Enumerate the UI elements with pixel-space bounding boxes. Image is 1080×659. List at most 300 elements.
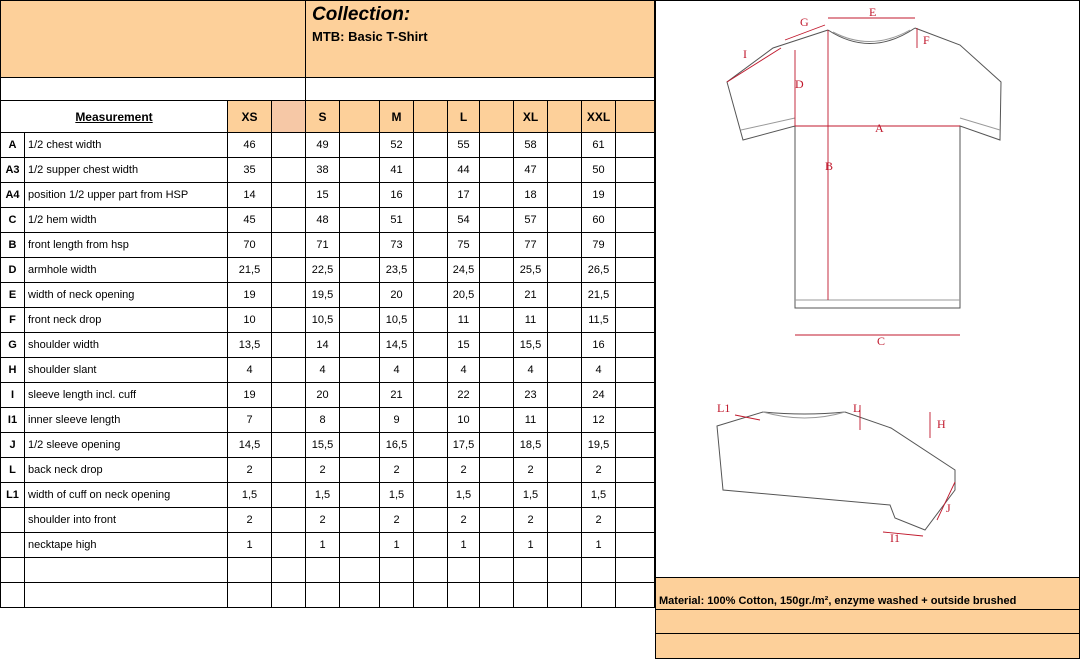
empty-cell	[25, 558, 228, 583]
empty-cell	[548, 533, 582, 558]
empty-cell	[582, 583, 616, 608]
size-value-xl: 57	[514, 208, 548, 233]
empty-cell	[25, 583, 228, 608]
table-row	[1, 308, 655, 333]
size-value-xxl: 2	[582, 508, 616, 533]
empty-row	[1, 558, 655, 583]
table-row	[1, 433, 655, 458]
empty-cell	[272, 558, 306, 583]
empty-cell	[480, 408, 514, 433]
size-value-s: 8	[306, 408, 340, 433]
empty-cell	[548, 183, 582, 208]
measurement-code: E	[1, 283, 25, 308]
dim-label-l1: L1	[717, 401, 731, 415]
empty-cell	[272, 308, 306, 333]
size-value-xxl: 26,5	[582, 258, 616, 283]
empty-cell	[340, 408, 380, 433]
empty-cell	[616, 433, 655, 458]
size-value-xl: 15,5	[514, 333, 548, 358]
size-value-l: 54	[448, 208, 480, 233]
empty-cell	[480, 183, 514, 208]
empty-cell	[340, 258, 380, 283]
empty-cell	[272, 383, 306, 408]
size-value-m: 52	[380, 133, 414, 158]
measurement-description: sleeve length incl. cuff	[25, 383, 228, 408]
measurement-code: J	[1, 433, 25, 458]
measurement-description: width of neck opening	[25, 283, 228, 308]
size-value-m: 41	[380, 158, 414, 183]
empty-cell	[414, 583, 448, 608]
size-value-xs: 19	[228, 283, 272, 308]
size-value-xxl: 24	[582, 383, 616, 408]
empty-cell	[480, 458, 514, 483]
measurement-description: shoulder width	[25, 333, 228, 358]
empty-cell	[548, 383, 582, 408]
dim-label-g: G	[800, 15, 809, 29]
empty-cell	[340, 533, 380, 558]
header-left-block	[0, 0, 306, 78]
empty-cell	[616, 208, 655, 233]
dim-label-c: C	[877, 334, 886, 348]
empty-cell	[548, 458, 582, 483]
size-value-xl: 11	[514, 408, 548, 433]
size-value-xl: 77	[514, 233, 548, 258]
dim-label-l: L	[853, 401, 861, 415]
blank-row-left	[0, 77, 306, 101]
size-value-l: 10	[448, 408, 480, 433]
empty-cell	[616, 133, 655, 158]
measurement-table	[0, 100, 655, 608]
tshirt-back-diagram	[655, 390, 1080, 560]
measurement-code: L	[1, 458, 25, 483]
size-value-xl: 23	[514, 383, 548, 408]
size-value-xxl: 21,5	[582, 283, 616, 308]
measurement-description: front length from hsp	[25, 233, 228, 258]
size-header-filler	[272, 101, 306, 133]
empty-cell	[480, 158, 514, 183]
empty-cell	[414, 408, 448, 433]
size-header-filler	[340, 101, 380, 133]
empty-cell	[1, 558, 25, 583]
size-value-xs: 1	[228, 533, 272, 558]
empty-cell	[616, 183, 655, 208]
empty-cell	[306, 558, 340, 583]
material-text: Material: 100% Cotton, 150gr./m², enzyme washed + outside brushed	[659, 595, 1017, 607]
empty-cell	[548, 558, 582, 583]
size-value-xxl: 19,5	[582, 433, 616, 458]
table-row	[1, 283, 655, 308]
size-value-m: 1,5	[380, 483, 414, 508]
size-header-filler	[480, 101, 514, 133]
empty-cell	[480, 283, 514, 308]
size-value-xl: 1	[514, 533, 548, 558]
measurement-description: 1/2 chest width	[25, 133, 228, 158]
empty-cell	[272, 483, 306, 508]
empty-cell	[272, 508, 306, 533]
measurement-code: B	[1, 233, 25, 258]
size-value-xl: 18,5	[514, 433, 548, 458]
empty-cell	[340, 558, 380, 583]
size-value-xs: 2	[228, 508, 272, 533]
empty-cell	[480, 558, 514, 583]
measurement-code: L1	[1, 483, 25, 508]
empty-cell	[548, 133, 582, 158]
size-value-xxl: 1,5	[582, 483, 616, 508]
measurement-code: G	[1, 333, 25, 358]
size-value-s: 49	[306, 133, 340, 158]
empty-cell	[272, 158, 306, 183]
size-value-xxl: 16	[582, 333, 616, 358]
size-value-m: 51	[380, 208, 414, 233]
size-value-xs: 14,5	[228, 433, 272, 458]
size-value-l: 1,5	[448, 483, 480, 508]
empty-cell	[548, 233, 582, 258]
size-value-s: 2	[306, 508, 340, 533]
size-value-m: 2	[380, 458, 414, 483]
empty-cell	[414, 133, 448, 158]
empty-cell	[272, 433, 306, 458]
size-header-xl: XL	[514, 101, 548, 133]
size-value-s: 38	[306, 158, 340, 183]
size-value-xxl: 61	[582, 133, 616, 158]
table-row	[1, 383, 655, 408]
size-value-l: 2	[448, 458, 480, 483]
empty-cell	[548, 583, 582, 608]
size-value-xxl: 79	[582, 233, 616, 258]
table-row	[1, 158, 655, 183]
measurement-code: H	[1, 358, 25, 383]
table-row	[1, 483, 655, 508]
size-header-filler	[616, 101, 655, 133]
size-value-m: 16,5	[380, 433, 414, 458]
empty-cell	[480, 308, 514, 333]
size-value-m: 2	[380, 508, 414, 533]
empty-cell	[480, 208, 514, 233]
empty-cell	[414, 483, 448, 508]
empty-cell	[548, 283, 582, 308]
dim-label-i1: I1	[890, 531, 900, 545]
size-value-m: 1	[380, 533, 414, 558]
table-row	[1, 258, 655, 283]
size-value-xs: 21,5	[228, 258, 272, 283]
size-value-l: 20,5	[448, 283, 480, 308]
empty-cell	[414, 208, 448, 233]
empty-cell	[616, 258, 655, 283]
empty-cell	[616, 158, 655, 183]
size-value-l: 24,5	[448, 258, 480, 283]
dim-label-h: H	[937, 417, 946, 431]
size-value-xxl: 19	[582, 183, 616, 208]
empty-cell	[448, 558, 480, 583]
measurement-code: I	[1, 383, 25, 408]
size-value-l: 17	[448, 183, 480, 208]
empty-cell	[414, 458, 448, 483]
measurement-code: A4	[1, 183, 25, 208]
empty-cell	[616, 233, 655, 258]
empty-cell	[480, 133, 514, 158]
empty-cell	[480, 433, 514, 458]
table-row	[1, 458, 655, 483]
empty-cell	[548, 258, 582, 283]
size-header-xxl: XXL	[582, 101, 616, 133]
empty-cell	[616, 383, 655, 408]
table-row	[1, 358, 655, 383]
size-value-s: 10,5	[306, 308, 340, 333]
empty-cell	[414, 183, 448, 208]
empty-cell	[548, 308, 582, 333]
empty-cell	[272, 408, 306, 433]
size-value-s: 2	[306, 458, 340, 483]
measurement-description: 1/2 supper chest width	[25, 158, 228, 183]
empty-cell	[548, 158, 582, 183]
empty-cell	[480, 383, 514, 408]
size-value-xl: 2	[514, 458, 548, 483]
empty-cell	[414, 333, 448, 358]
size-value-xl: 21	[514, 283, 548, 308]
empty-cell	[340, 208, 380, 233]
empty-cell	[448, 583, 480, 608]
measurement-description: shoulder into front	[25, 508, 228, 533]
blank-row-right	[305, 77, 655, 101]
empty-cell	[616, 583, 655, 608]
size-header-s: S	[306, 101, 340, 133]
empty-cell	[616, 308, 655, 333]
empty-cell	[340, 358, 380, 383]
header-collection-block	[305, 0, 655, 78]
size-value-s: 1,5	[306, 483, 340, 508]
table-row	[1, 408, 655, 433]
measurement-code: F	[1, 308, 25, 333]
measurement-code: A	[1, 133, 25, 158]
empty-cell	[616, 333, 655, 358]
empty-cell	[616, 408, 655, 433]
empty-cell	[340, 133, 380, 158]
empty-cell	[616, 483, 655, 508]
measurement-description: 1/2 sleeve opening	[25, 433, 228, 458]
empty-cell	[616, 358, 655, 383]
empty-cell	[272, 458, 306, 483]
measurement-description: inner sleeve length	[25, 408, 228, 433]
size-value-l: 22	[448, 383, 480, 408]
empty-cell	[414, 508, 448, 533]
measurement-code: C	[1, 208, 25, 233]
empty-cell	[616, 283, 655, 308]
size-value-xl: 18	[514, 183, 548, 208]
size-value-s: 4	[306, 358, 340, 383]
empty-cell	[414, 258, 448, 283]
measurement-description: necktape high	[25, 533, 228, 558]
table-row	[1, 533, 655, 558]
size-value-xl: 1,5	[514, 483, 548, 508]
empty-cell	[548, 208, 582, 233]
size-value-xs: 13,5	[228, 333, 272, 358]
table-row	[1, 233, 655, 258]
size-value-l: 4	[448, 358, 480, 383]
size-value-xs: 1,5	[228, 483, 272, 508]
size-value-m: 10,5	[380, 308, 414, 333]
table-row	[1, 183, 655, 208]
size-value-xs: 45	[228, 208, 272, 233]
size-header-filler	[548, 101, 582, 133]
empty-cell	[340, 483, 380, 508]
empty-cell	[272, 533, 306, 558]
measurement-code	[1, 533, 25, 558]
empty-cell	[514, 583, 548, 608]
size-value-xl: 2	[514, 508, 548, 533]
empty-cell	[414, 233, 448, 258]
size-value-xl: 4	[514, 358, 548, 383]
measurement-code: A3	[1, 158, 25, 183]
collection-subtitle: MTB: Basic T-Shirt	[312, 29, 428, 44]
empty-cell	[480, 333, 514, 358]
size-value-m: 4	[380, 358, 414, 383]
dim-label-i: I	[743, 47, 747, 61]
size-value-l: 55	[448, 133, 480, 158]
measurement-description: front neck drop	[25, 308, 228, 333]
empty-cell	[616, 458, 655, 483]
size-value-m: 9	[380, 408, 414, 433]
empty-cell	[480, 583, 514, 608]
material-block	[655, 577, 1080, 659]
measurement-description: 1/2 hem width	[25, 208, 228, 233]
measurement-description: armhole width	[25, 258, 228, 283]
empty-cell	[548, 408, 582, 433]
size-value-xs: 10	[228, 308, 272, 333]
size-value-xl: 11	[514, 308, 548, 333]
size-value-xxl: 2	[582, 458, 616, 483]
empty-cell	[548, 433, 582, 458]
empty-row	[1, 583, 655, 608]
size-header-xs: XS	[228, 101, 272, 133]
size-value-xxl: 4	[582, 358, 616, 383]
size-value-xl: 47	[514, 158, 548, 183]
size-value-m: 20	[380, 283, 414, 308]
size-value-s: 71	[306, 233, 340, 258]
size-value-m: 21	[380, 383, 414, 408]
size-value-xs: 7	[228, 408, 272, 433]
empty-cell	[414, 283, 448, 308]
empty-cell	[514, 558, 548, 583]
empty-cell	[340, 433, 380, 458]
dim-label-f: F	[923, 33, 930, 47]
empty-cell	[340, 183, 380, 208]
empty-cell	[414, 358, 448, 383]
size-header-l: L	[448, 101, 480, 133]
collection-label: Collection:	[312, 4, 411, 25]
empty-cell	[272, 133, 306, 158]
dim-label-d: D	[795, 77, 804, 91]
size-value-l: 11	[448, 308, 480, 333]
measurement-code	[1, 508, 25, 533]
measurement-code: I1	[1, 408, 25, 433]
size-value-xs: 4	[228, 358, 272, 383]
size-header-m: M	[380, 101, 414, 133]
empty-cell	[616, 508, 655, 533]
empty-cell	[480, 258, 514, 283]
empty-cell	[340, 458, 380, 483]
empty-cell	[616, 533, 655, 558]
empty-cell	[380, 583, 414, 608]
empty-cell	[340, 308, 380, 333]
empty-cell	[414, 558, 448, 583]
empty-cell	[480, 358, 514, 383]
size-value-l: 75	[448, 233, 480, 258]
empty-cell	[340, 283, 380, 308]
size-value-xl: 25,5	[514, 258, 548, 283]
size-value-l: 17,5	[448, 433, 480, 458]
size-value-s: 48	[306, 208, 340, 233]
empty-cell	[340, 383, 380, 408]
size-value-xxl: 1	[582, 533, 616, 558]
empty-cell	[548, 483, 582, 508]
tshirt-front-diagram	[655, 0, 1080, 360]
empty-cell	[1, 583, 25, 608]
size-value-m: 16	[380, 183, 414, 208]
size-value-xxl: 12	[582, 408, 616, 433]
empty-cell	[272, 233, 306, 258]
empty-cell	[272, 208, 306, 233]
empty-cell	[548, 508, 582, 533]
table-row	[1, 508, 655, 533]
empty-cell	[228, 583, 272, 608]
empty-cell	[414, 533, 448, 558]
empty-cell	[414, 308, 448, 333]
empty-cell	[380, 558, 414, 583]
empty-cell	[414, 158, 448, 183]
size-value-xs: 35	[228, 158, 272, 183]
empty-cell	[340, 583, 380, 608]
empty-cell	[616, 558, 655, 583]
measurement-header: Measurement	[1, 101, 228, 133]
empty-cell	[480, 233, 514, 258]
empty-cell	[548, 333, 582, 358]
table-row	[1, 208, 655, 233]
size-value-xs: 2	[228, 458, 272, 483]
measurement-code: D	[1, 258, 25, 283]
table-row	[1, 333, 655, 358]
empty-cell	[272, 583, 306, 608]
empty-cell	[228, 558, 272, 583]
table-row	[1, 133, 655, 158]
empty-cell	[582, 558, 616, 583]
dim-label-e: E	[869, 5, 877, 19]
size-value-l: 15	[448, 333, 480, 358]
empty-cell	[340, 158, 380, 183]
empty-cell	[480, 483, 514, 508]
table-header-row	[1, 101, 655, 133]
size-value-m: 73	[380, 233, 414, 258]
size-value-s: 14	[306, 333, 340, 358]
empty-cell	[480, 533, 514, 558]
empty-cell	[272, 358, 306, 383]
size-value-xs: 14	[228, 183, 272, 208]
size-value-s: 15	[306, 183, 340, 208]
size-value-xxl: 50	[582, 158, 616, 183]
dim-label-j: J	[946, 501, 951, 515]
empty-cell	[272, 283, 306, 308]
size-value-xxl: 11,5	[582, 308, 616, 333]
empty-cell	[414, 383, 448, 408]
dim-label-a: A	[875, 121, 884, 135]
empty-cell	[272, 258, 306, 283]
size-value-xs: 46	[228, 133, 272, 158]
empty-cell	[306, 583, 340, 608]
size-value-m: 14,5	[380, 333, 414, 358]
size-value-s: 22,5	[306, 258, 340, 283]
empty-cell	[340, 333, 380, 358]
empty-cell	[480, 508, 514, 533]
empty-cell	[340, 508, 380, 533]
